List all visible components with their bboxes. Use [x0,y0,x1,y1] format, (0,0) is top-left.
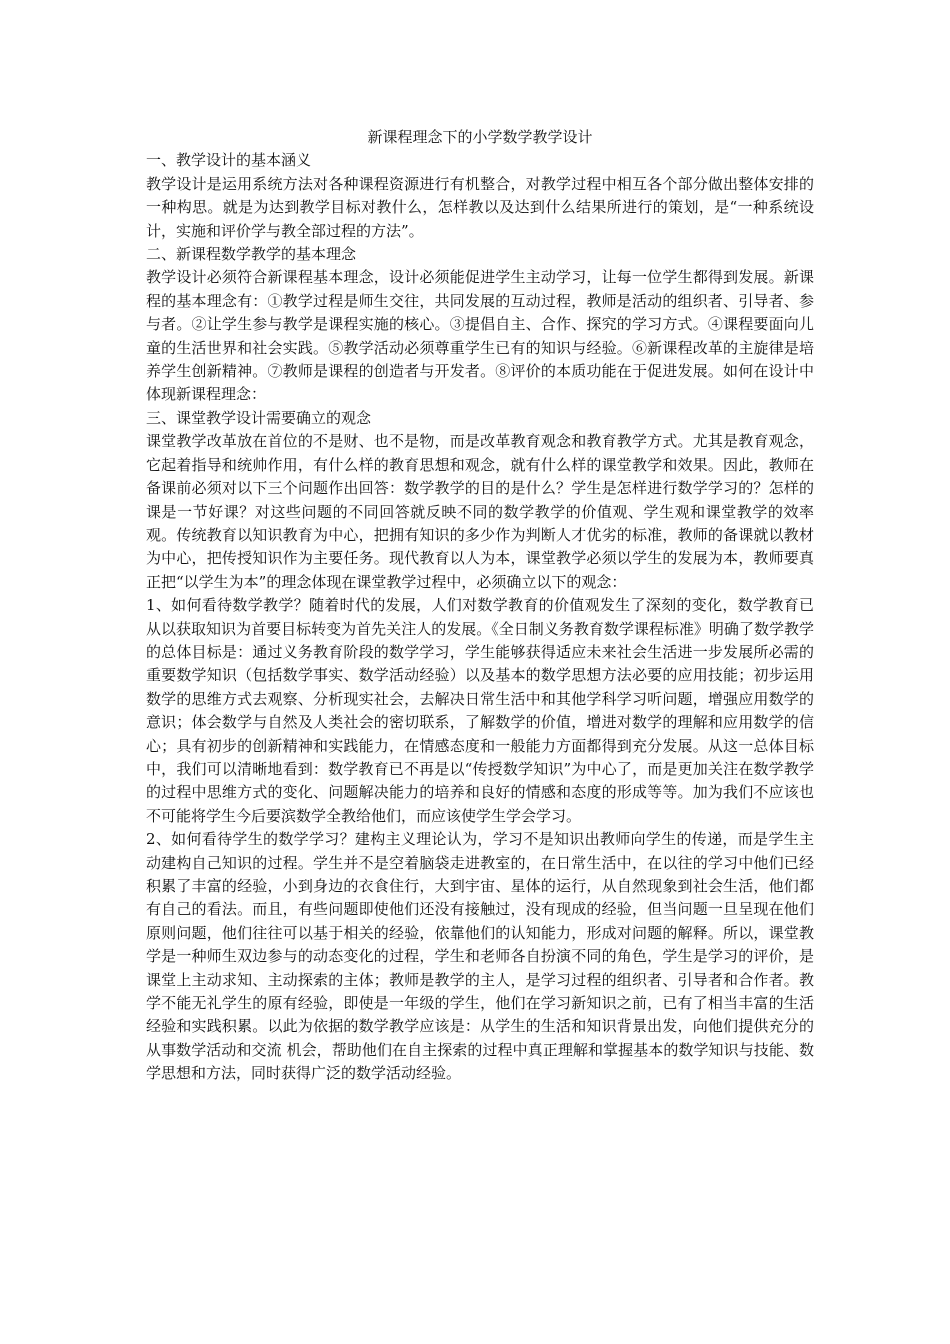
section-heading: 一、教学设计的基本涵义 [146,151,312,170]
section-heading: 二、新课程数学教学的基本理念 [146,245,357,264]
section-paragraph: 1、如何看待数学教学？随着时代的发展，人们对数学教育的价值观发生了深刻的变化，数学教育已从以获取知识为首要目标转变为首先关注人的发展。《全日制义务教育数学课程标准》明确了数学教学的总体目标是：通过义务教育阶段的数学学习，学生能够获得适应未来社会生活进一步发展所必需的重要数学知识（包括数学事实、数学活动经验）以及基本的数学思想方法必要的应用技能；初步运用数学的思维方式去观察、分析现实社会，去解决日常生活中和其他学科学习听问题，增强应用数学的意识；体会数学与自然及人类社会的密切联系，了解数学的价值，增进对数学的理解和应用数学的信心；具有初步的创新精神和实践能力，在情感态度和一般能力方面都得到充分发展。从这一总体目标中，我们可以清晰地看到：数学教育已不再是以“传授数学知识”为中心了，而是更加关注在数学教学的过程中思维方式的变化、问题解决能力的培养和良好的情感和态度的形成等等。加为我们不应该也不可能将学生今后要滨数学全教给他们，而应该使学生学会学习。 [146,596,814,825]
section-paragraph: 2、如何看待学生的数学学习？建构主义理论认为，学习不是知识出教师向学生的传递，而是学生主动建构自己知识的过程。学生并不是空着脑袋走进教室的，在日常生活中，在以往的学习中他们已经积累了丰富的经验，小到身边的衣食住行，大到宇宙、星体的运行，从自然现象到社会生活，他们都有自己的看法。而且，有些问题即使他们还没有接触过，没有现成的经验，但当问题一旦呈现在他们原则问题，他们往往可以基于相关的经验，依靠他们的认知能力，形成对问题的解释。所以，课堂教学是一种师生双边参与的动态变化的过程，学生和老师各自扮演不同的角色，学生是学习的评价，是课堂上主动求知、主动探索的主体；教师是教学的主人，是学习过程的组织者、引导者和合作者。教学不能无礼学生的原有经验，即使是一年级的学生，他们在学习新知识之前，已有了相当丰富的生活经验和实践积累。以此为依据的数学教学应该是：从学生的生活和知识背景出发，向他们提供充分的从事数学活动和交流 机会，帮助他们在自主探索的过程中真正理解和掌握基本的数学知识与技能、数学思想和方法，同时获得广泛的数学活动经验。 [146,830,814,1083]
section-2 [146,243,814,407]
section-heading: 三、课堂教学设计需要确立的观念 [146,408,372,427]
section-paragraph: 教学设计必须符合新课程基本理念，设计必须能促进学生主动学习，让每一位学生都得到发展。新课程的基本理念有：①教学过程是师生交往，共同发展的互动过程，教师是活动的组织者、引导者、参与者。②让学生参与教学是课程实施的核心。③提倡自主、合作、探究的学习方式。④课程要面向儿童的生活世界和社会实践。⑤教学活动必须尊重学生已有的知识与经验。⑥新课程改革的主旋律是培养学生创新精神。⑦教师是课程的创造者与开发者。⑧评价的本质功能在于促进发展。如何在设计中体现新课程理念： [146,268,814,404]
document-page [146,126,814,1086]
section-paragraph: 课堂教学改革放在首位的不是财、也不是物，而是改革教育观念和教育教学方式。尤其是教育观念，它起着指导和统帅作用，有什么样的教育思想和观念，就有什么样的课堂教学和效果。因此，教师在备课前必须对以下三个问题作出回答：数学教学的目的是什么？学生是怎样进行数学学习的？怎样的课是一节好课？对这些问题的不同回答就反映不同的数学教学的价值观、学生观和课堂教学的效率观。传统教育以知识教育为中心，把拥有知识的多少作为判断人才优劣的标准，教师的备课就以教材为中心，把传授知识作为主要任务。现代教育以人为本，课堂教学必须以学生的发展为本，教师要真正把“以学生为本”的理念体现在课堂教学过程中，必须确立以下的观念： [146,432,814,591]
section-paragraph: 教学设计是运用系统方法对各种课程资源进行有机整合，对教学过程中相互各个部分做出整体安排的一种构思。就是为达到教学目标对教什么，怎样教以及达到什么结果所进行的策划，是“一种系统设计，实施和评价学与教全部过程的方法”。 [146,174,814,240]
document-title: 新课程理念下的小学数学教学设计 [367,128,593,146]
section-3 [146,407,814,1086]
section-1 [146,149,814,243]
